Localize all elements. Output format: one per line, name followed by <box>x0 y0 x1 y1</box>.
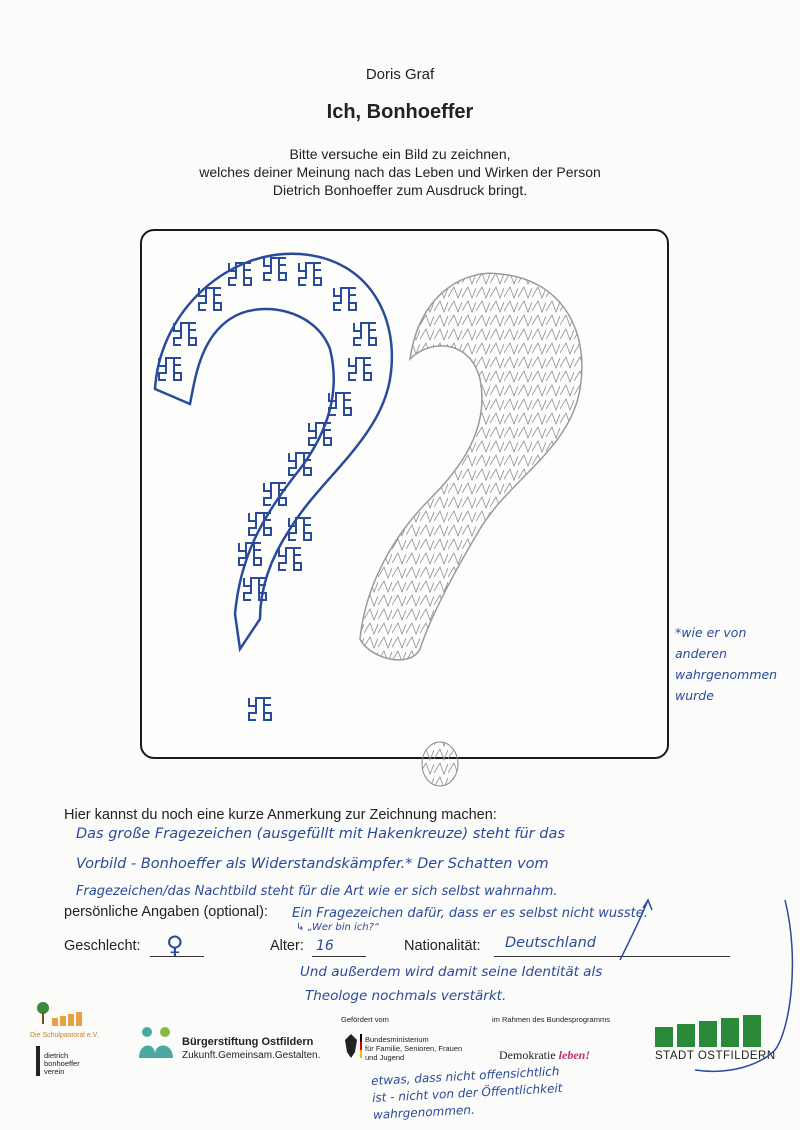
instruction-line-2: welches deiner Meinung nach das Leben und Wirken der Person <box>199 164 601 180</box>
programm-label: im Rahmen des Bundesprogramms <box>492 1015 610 1024</box>
author-name: Doris Graf <box>365 66 435 83</box>
gender-label: Geschlecht: <box>64 938 141 954</box>
demokratie-text: Demokratie <box>499 1048 559 1062</box>
side-note-line-3: wahrgenommen <box>675 667 778 682</box>
buergerstiftung-title: Bürgerstiftung Ostfildern <box>182 1036 314 1048</box>
stadt-ostfildern-text: STADT OSTFILDERN <box>655 1050 776 1062</box>
buergerstiftung-subtitle: Zukunft.Gemeinsam.Gestalten. <box>182 1050 321 1061</box>
bottom-note-line-2: ist - nicht von der Öffentlichkeit <box>371 1081 563 1105</box>
leben-text: leben! <box>558 1048 590 1062</box>
side-note-line-4: wurde <box>675 688 714 703</box>
gender-value: ♀ <box>166 931 184 959</box>
remark-line-5: ↳ „Wer bin ich?“ <box>296 922 380 933</box>
side-note-line-2: anderen <box>675 646 727 661</box>
side-note <box>675 622 800 706</box>
federal-eagle-icon <box>340 1032 362 1060</box>
side-note-line-1: *wie er von <box>675 625 747 640</box>
remark-line-7: Theologe nochmals verstärkt. <box>305 988 507 1004</box>
bonhoeffer-verein-logo <box>44 1052 80 1076</box>
drawing-frame <box>140 229 669 759</box>
remark-label: Hier kannst du noch eine kurze Anmerkung zur Zeichnung machen: <box>64 807 497 823</box>
age-label: Alter: <box>270 938 304 954</box>
schulpastoral-text: Die Schulpastoral e.V. <box>30 1032 99 1039</box>
ministry-logo <box>365 1035 462 1062</box>
page-title: Ich, Bonhoeffer <box>326 101 474 123</box>
age-value: 16 <box>316 938 334 954</box>
remark-line-6: Und außerdem wird damit seine Identität als <box>300 964 603 980</box>
bottom-note <box>371 1063 564 1124</box>
buergerstiftung-icon <box>137 1024 177 1060</box>
age-line <box>312 956 366 957</box>
annotation-arrows <box>600 880 800 1080</box>
ministry-line-1: Bundesministerium <box>365 1035 429 1044</box>
remark-line-4: Ein Fragezeichen dafür, dass er es selbst nicht wusste. <box>292 906 648 921</box>
nationality-value: Deutschland <box>505 935 596 951</box>
bv-line-1: dietrich <box>44 1051 69 1060</box>
nationality-label: Nationalität: <box>404 938 481 954</box>
instruction-line-3: Dietrich Bonhoeffer zum Ausdruck bringt. <box>272 182 528 198</box>
remark-line-1: Das große Fragezeichen (ausgefüllt mit Hakenkreuze) steht für das <box>76 826 565 842</box>
remark-line-2: Vorbild - Bonhoeffer als Widerstandskämpfer.* Der Schatten vom <box>76 856 549 872</box>
personal-label: persönliche Angaben (optional): <box>64 904 268 920</box>
gefoerdert-label: Gefördert vom <box>341 1015 389 1024</box>
demokratie-leben-logo <box>499 1048 590 1063</box>
ministry-line-3: und Jugend <box>365 1053 405 1062</box>
bv-line-3: verein <box>44 1067 65 1076</box>
bottom-note-line-3: wahrgenommen. <box>372 1102 476 1122</box>
bonhoeffer-logo-bar <box>36 1046 40 1076</box>
bottom-note-line-1: etwas, dass nicht offensichtlich <box>370 1064 560 1089</box>
remark-line-3: Fragezeichen/das Nachtbild steht für die Art wie er sich selbst wahrnahm. <box>76 884 558 899</box>
instruction-line-1: Bitte versuche ein Bild zu zeichnen, <box>289 146 511 162</box>
ministry-line-2: für Familie, Senioren, Frauen <box>365 1044 463 1053</box>
bv-line-2: bonhoeffer <box>44 1059 80 1068</box>
